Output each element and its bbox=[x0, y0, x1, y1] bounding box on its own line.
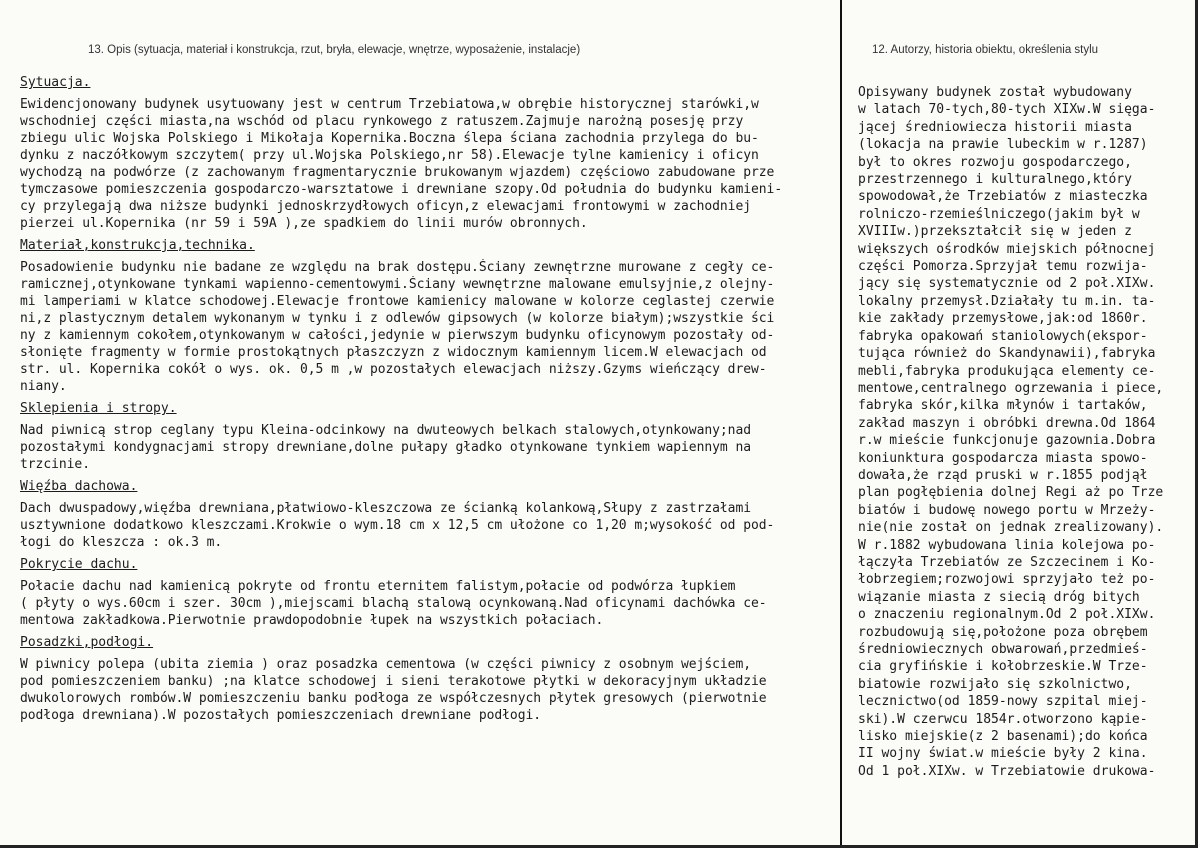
history-text-line: Opisywany budynek został wybudowany bbox=[858, 85, 1132, 100]
section-heading: Więźba dachowa. bbox=[20, 479, 138, 494]
text-line: wychodzą na podwórze (z zachowanym fragmentarycznie brukowanym wjazdem) częściowo zabudowane prze bbox=[20, 165, 775, 180]
description-section-header: 13. Opis (sytuacja, materiał i konstrukcja, rzut, bryła, elewacje, wnętrze, wyposażenie, instalacje) bbox=[88, 44, 581, 56]
text-line: pozostałymi kondygnacjami stropy drewniane,dolne pułapy gładko otynkowane tynkiem wapiennym na bbox=[20, 440, 752, 455]
history-text-line: wiązanie miasta z siecią dróg bitych bbox=[858, 589, 1140, 605]
text-line: zbiegu ulic Wojska Polskiego i Mikołaja Kopernika.Boczna ślepa ściana zachodnia przylega do bu- bbox=[20, 131, 759, 146]
history-text-line: zakład maszyn i obróbki drewna.Od 1864 bbox=[858, 415, 1156, 431]
text-line: dwukolorowych rombów.W pomieszczeniu banku podłoga ze współczesnych płytek gresowych (pierwotnie bbox=[20, 691, 767, 706]
text-line: W piwnicy polepa (ubita ziemia ) oraz posadzka cementowa (w części piwnicy z osobnym wejściem, bbox=[20, 657, 752, 672]
text-line: Nad piwnicą strop ceglany typu Kleina-odcinkowy na dwuteowych belkach stalowych,otynkowany;nad bbox=[20, 423, 752, 438]
history-text-line: większych ośrodków miejskich północnej bbox=[858, 241, 1156, 257]
history-text-line: rozbudowują się,położone poza obrębem bbox=[858, 624, 1148, 640]
history-text-line: w latach 70-tych,80-tych XIXw.W sięga- bbox=[858, 102, 1156, 118]
text-line: cy przylegają dwa niższe budynki jednoskrzydłowych oficyn,z elewacjami frontowymi w zachodniej bbox=[20, 199, 752, 214]
history-section-header: 12. Autorzy, historia obiektu, określenia stylu bbox=[872, 44, 1099, 56]
text-line: mi lamperiami w klatce schodowej.Elewacje frontowe kamienicy malowane w kolorze ceglastej czerwie bbox=[20, 294, 775, 309]
text-line: ( płyty o wys.60cm i szer. 30cm ),miejscami blachą stalową ocynkowaną.Nad oficynami dachówka ce- bbox=[20, 596, 767, 611]
section-heading: Pokrycie dachu. bbox=[20, 557, 138, 572]
text-line: łogi do kleszcza : ok.3 m. bbox=[20, 535, 223, 550]
text-line: mentowa zakładkowa.Pierwotnie prawdopodobnie łupek na wszystkich połaciach. bbox=[20, 613, 604, 628]
history-text-line: (lokacja na prawie lubeckim w r.1287) bbox=[858, 137, 1148, 153]
text-line: str. ul. Kopernika cokół o wys. ok. 0,5 m ,w pozostałych elewacjach niższy.Gzyms wieńczący drew- bbox=[20, 362, 767, 377]
history-text-line: tująca również do Skandynawii),fabryka bbox=[858, 346, 1156, 362]
history-text-line: koniunktura gospodarcza miasta spowo- bbox=[858, 450, 1148, 466]
text-line: wschodniej części miasta,na wschód od placu rynkowego z ratuszem.Zajmuje narożną posesję przy bbox=[20, 114, 744, 129]
history-text-line: ski).W czerwcu 1854r.otworzono kąpie- bbox=[858, 711, 1148, 727]
history-text-line: II wojny świat.w mieście były 2 kina. bbox=[858, 746, 1148, 762]
history-text-line: biatów i budowę nowego portu w Mrzeży- bbox=[858, 502, 1156, 518]
history-text-line: lokalny przemysł.Działały tu m.in. ta- bbox=[858, 293, 1156, 309]
history-text-line: W r.1882 wybudowana linia kolejowa po- bbox=[858, 537, 1156, 553]
history-text-line: jącej średniowiecza historii miasta bbox=[858, 119, 1132, 135]
text-line: Ewidencjonowany budynek usytuowany jest w centrum Trzebiatowa,w obrębie historycznej starówki,w bbox=[20, 97, 759, 112]
history-text-line: rolniczo-rzemieślniczego(jakim był w bbox=[858, 206, 1140, 222]
history-text-line: dowała,że rząd pruski w r.1855 podjął bbox=[858, 467, 1148, 483]
description-section bbox=[20, 400, 838, 473]
history-text-line: średniowiecznych obwarowań,przedmieś- bbox=[858, 642, 1148, 657]
history-text-line: o znaczeniu regionalnym.Od 2 poł.XIXw. bbox=[858, 607, 1156, 623]
history-text-line: plan pogłębienia dolnej Regi aż po Trze bbox=[858, 485, 1164, 501]
history-text-line: łączyła Trzebiatów ze Szczecinem i Ko- bbox=[858, 554, 1156, 570]
description-section bbox=[20, 634, 838, 724]
text-line: Dach dwuspadowy,więźba drewniana,płatwiowo-kleszczowa ze ścianką kolankową,Słupy z zastrzałami bbox=[20, 501, 752, 516]
history-column bbox=[858, 84, 1188, 780]
section-heading: Materiał,konstrukcja,technika. bbox=[20, 238, 255, 253]
history-text-line: Od 1 poł.XIXw. w Trzebiatowie drukowa- bbox=[858, 763, 1156, 779]
history-text-line: mentowe,centralnego ogrzewania i piece, bbox=[858, 380, 1164, 396]
history-text-line: łobrzegiem;rozwojowi sprzyjało też po- bbox=[858, 572, 1156, 588]
text-line: Posadowienie budynku nie badane ze względu na brak dostępu.Ściany zewnętrzne murowane z cegły ce- bbox=[20, 260, 775, 275]
section-heading: Posadzki,podłogi. bbox=[20, 635, 154, 650]
text-line: ramicznej,otynkowane tynkami wapienno-cementowymi.Ściany wewnętrzne malowane emulsyjnie,z olejny- bbox=[20, 277, 775, 292]
history-text-line: biatowie rozwijało się szkolnictwo, bbox=[858, 676, 1132, 692]
history-text-line: był to okres rozwoju gospodarczego, bbox=[858, 154, 1132, 170]
text-line: trzcinie. bbox=[20, 457, 90, 472]
description-section bbox=[20, 556, 838, 629]
history-text-line: lisko miejskie(z 2 basenami);do końca bbox=[858, 729, 1148, 745]
text-line: tymczasowe pomieszczenia gospodarczo-warsztatowe i drewniane szopy.Od południa do budynku kamieni- bbox=[20, 182, 783, 197]
history-text-line: nie(nie został on jednak zrealizowany). bbox=[858, 520, 1164, 536]
history-text-line: części Pomorza.Sprzyjał temu rozwija- bbox=[858, 259, 1148, 275]
text-line: ny z kamiennym cokołem,otynkowanym w całości,jedynie w pierwszym budynku oficynowym pozostały od- bbox=[20, 328, 775, 343]
text-line: niany. bbox=[20, 379, 67, 394]
text-line: Połacie dachu nad kamienicą pokryte od frontu eternitem falistym,połacie od podwórza łupkiem bbox=[20, 579, 736, 594]
history-text-line: mebli,fabryka produkująca elementy ce- bbox=[858, 363, 1156, 379]
history-text-line: XVIIIw.)przekształcił się w jeden z bbox=[858, 224, 1132, 240]
text-line: pod pomieszczeniem banku) ;na klatce schodowej i sieni terakotowe płytki w dekoracyjnym układzie bbox=[20, 674, 767, 689]
history-text-line: spowodował,że Trzebiatów z miasteczka bbox=[858, 189, 1148, 205]
text-line: ni,z plastycznym detalem wykonanym w tynku i z odlewów gipsowych (w kolorze białym);wszystkie ści bbox=[20, 311, 775, 326]
history-text-line: fabryka skór,kilka młynów i tartaków, bbox=[858, 398, 1148, 414]
history-text-line: jący się systematycznie od 2 poł.XIXw. bbox=[858, 276, 1156, 292]
text-line: podłoga drewniana).W pozostałych pomieszczeniach drewniane podłogi. bbox=[20, 708, 542, 723]
history-text-line: lecznictwo(od 1859-nowy szpital miej- bbox=[858, 694, 1148, 710]
text-line: dynku z naczółkowym szczytem( przy ul.Wojska Polskiego,nr 58).Elewacje tylne kamienicy i oficyn bbox=[20, 148, 759, 163]
history-text-line: kie zakłady przemysłowe,jak:od 1860r. bbox=[858, 311, 1148, 327]
description-section bbox=[20, 237, 838, 395]
description-section bbox=[20, 74, 838, 232]
column-divider bbox=[840, 0, 842, 848]
text-line: usztywnione dodatkowo kleszczami.Krokwie o wym.18 cm x 12,5 cm ułożone co 1,20 m;wysokość od pod- bbox=[20, 518, 775, 533]
section-heading: Sklepienia i stropy. bbox=[20, 401, 177, 416]
section-heading: Sytuacja. bbox=[20, 75, 91, 90]
history-text-line: przestrzennego i kulturalnego,który bbox=[858, 172, 1132, 188]
description-section bbox=[20, 478, 838, 551]
history-text-line: fabryka opakowań staniolowych(ekspor- bbox=[858, 328, 1148, 344]
history-text-line: cia gryfińskie i kołobrzeskie.W Trze- bbox=[858, 659, 1148, 675]
text-line: pierzei ul.Kopernika (nr 59 i 59A ),ze spadkiem do linii murów obronnych. bbox=[20, 216, 588, 231]
history-text-line: r.w mieście funkcjonuje gazownia.Dobra bbox=[858, 433, 1156, 449]
description-column bbox=[20, 74, 838, 729]
text-line: słonięte fragmenty w formie prostokątnych płaszczyzn z widocznym kamiennym licem.W elewacjach od bbox=[20, 345, 767, 360]
